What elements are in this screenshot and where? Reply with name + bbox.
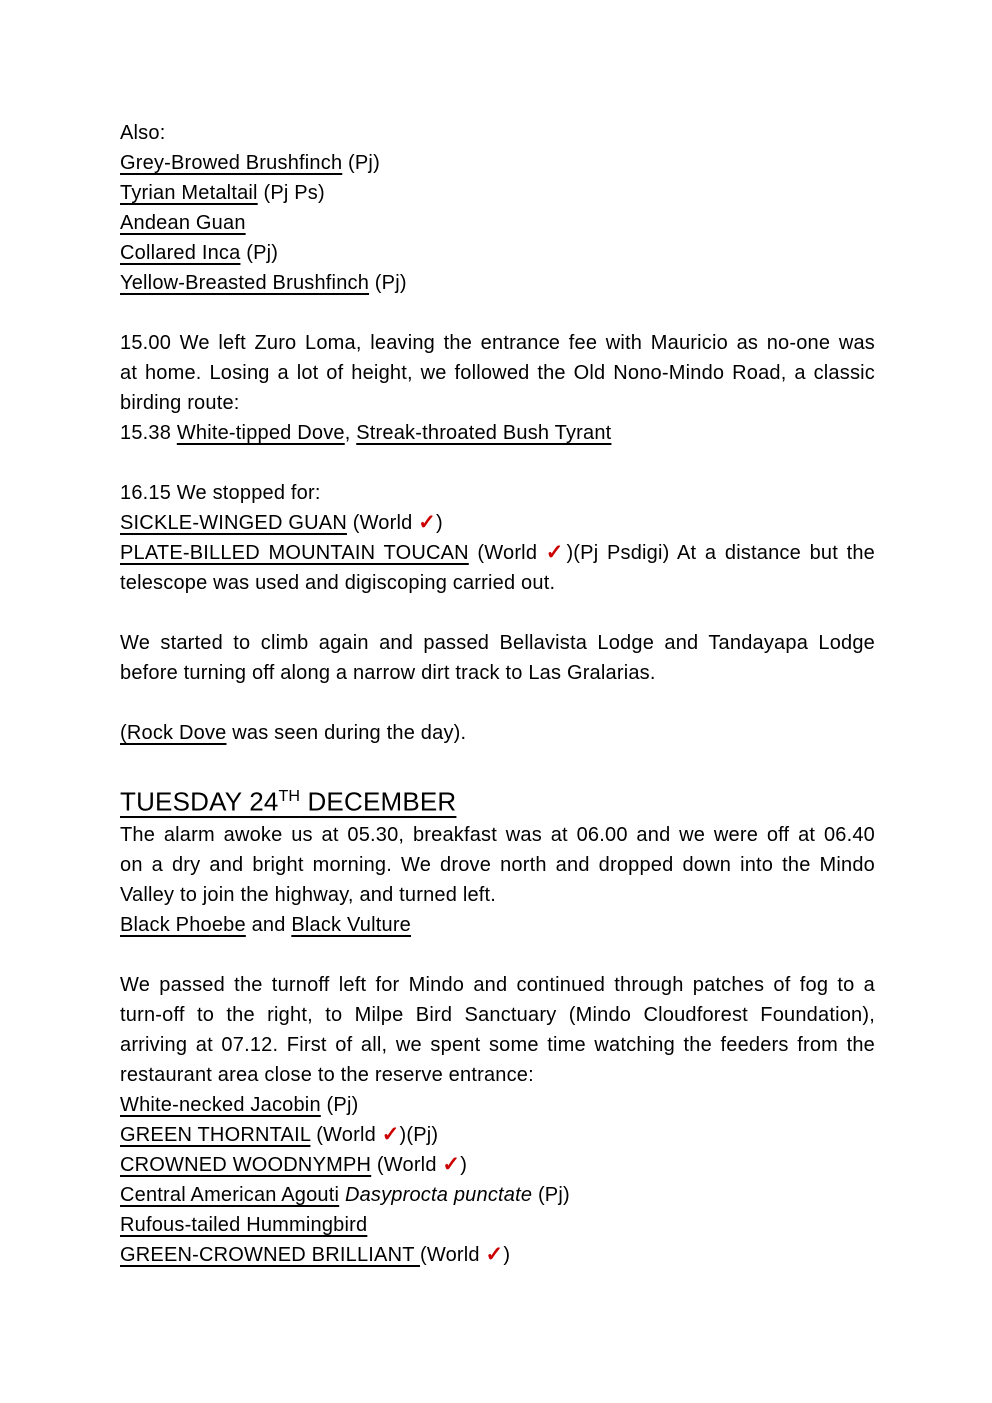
text-run: GREEN THORNTAIL	[120, 1123, 311, 1146]
text-line	[120, 658, 875, 688]
text-line	[120, 628, 875, 658]
text-line	[120, 418, 875, 448]
text-line	[120, 778, 875, 820]
text-line	[120, 1150, 875, 1180]
text-run: (World	[310, 1123, 382, 1146]
text-line	[120, 568, 875, 598]
text-run: We started to climb again and passed Bellavista Lodge and Tandayapa Lodge	[120, 632, 875, 654]
text-run: Streak-throated Bush Tyrant	[356, 422, 612, 444]
text-run: )(Pj Psdigi) At a distance but the	[566, 542, 876, 564]
text-line	[120, 148, 875, 178]
red-checkmark-icon: ✓	[442, 1152, 461, 1176]
text-run: )	[503, 1243, 511, 1266]
text-run: Black Vulture	[291, 913, 412, 936]
text-run: (Pj)	[240, 242, 279, 264]
text-run: Andean Guan	[120, 212, 246, 234]
text-run: Black Phoebe	[120, 913, 246, 936]
text-run: PLATE-BILLED MOUNTAIN TOUCAN	[120, 542, 469, 564]
climb-paragraph	[120, 628, 875, 688]
red-checkmark-icon: ✓	[418, 511, 437, 534]
tuesday-morning-paragraph	[120, 820, 875, 940]
blank-line	[120, 598, 875, 628]
text-run: White-tipped Dove	[176, 422, 345, 444]
text-run: Yellow-Breasted Brushfinch	[120, 272, 370, 294]
blank-line	[120, 298, 875, 328]
text-run: TUESDAY 24	[120, 786, 279, 817]
text-run: DECEMBER	[300, 786, 457, 817]
text-run: Dasyprocta punctate	[344, 1183, 533, 1206]
red-checkmark-icon: ✓	[545, 541, 567, 564]
text-run: (Pj)	[320, 1093, 359, 1116]
text-run: was seen during the day).	[226, 722, 467, 744]
text-line	[120, 1180, 875, 1210]
text-line	[120, 1000, 875, 1030]
text-run: Also:	[120, 122, 166, 144]
text-line	[120, 970, 875, 1000]
text-run: Valley to join the highway, and turned left.	[120, 883, 497, 906]
text-line	[120, 358, 875, 388]
text-run: The alarm awoke us at 05.30, breakfast was at 06.00 and we were off at 06.40	[120, 823, 875, 846]
tuesday-24-december-heading	[120, 778, 875, 820]
text-line	[120, 538, 875, 568]
text-line	[120, 1090, 875, 1120]
blank-line	[120, 688, 875, 718]
text-line	[120, 1210, 875, 1240]
text-line	[120, 328, 875, 358]
text-run: (World	[468, 542, 546, 564]
text-run: TH	[278, 787, 301, 805]
text-run: Tyrian Metaltail	[120, 182, 258, 204]
text-run: Grey-Browed Brushfinch	[120, 152, 343, 174]
text-run: at home. Losing a lot of height, we followed the Old Nono-Mindo Road, a classic	[120, 362, 875, 384]
milpe-arrival-paragraph	[120, 970, 875, 1090]
text-run: (World	[346, 512, 419, 534]
text-line	[120, 508, 875, 538]
text-run: Central American Agouti	[120, 1183, 340, 1206]
text-line	[120, 388, 875, 418]
also-list	[120, 118, 875, 298]
text-run: before turning off along a narrow dirt track to Las Gralarias.	[120, 662, 656, 684]
text-run: (Pj)	[532, 1183, 570, 1206]
text-run: GREEN-CROWNED BRILLIANT	[120, 1243, 421, 1266]
text-run: )	[460, 1153, 468, 1176]
blank-line	[120, 748, 875, 778]
text-line	[120, 178, 875, 208]
text-run: telescope was used and digiscoping carried out.	[120, 572, 556, 594]
rock-dove-note	[120, 718, 875, 748]
text-run: 16.15 We stopped for:	[120, 482, 321, 504]
text-line	[120, 1030, 875, 1060]
text-line	[120, 910, 875, 940]
text-run: )	[436, 512, 443, 534]
text-line	[120, 478, 875, 508]
text-run: 15.38	[120, 422, 177, 444]
text-line	[120, 1120, 875, 1150]
text-line	[120, 1240, 875, 1270]
text-line	[120, 1060, 875, 1090]
text-run: (Rock Dove	[120, 722, 227, 744]
text-line	[120, 850, 875, 880]
red-checkmark-icon: ✓	[485, 1242, 504, 1266]
text-run: on a dry and bright morning. We drove north and dropped down into the Mindo	[120, 853, 875, 876]
text-line	[120, 238, 875, 268]
text-run: Rufous-tailed Hummingbird	[120, 1213, 368, 1236]
text-run: birding route:	[120, 392, 240, 414]
text-line	[120, 880, 875, 910]
text-run: (Pj)	[342, 152, 380, 174]
text-line	[120, 718, 875, 748]
text-run: (Pj Ps)	[257, 182, 325, 204]
text-run: 15.00 We left Zuro Loma, leaving the entrance fee with Mauricio as no-one was	[120, 332, 875, 354]
text-run: CROWNED WOODNYMPH	[120, 1153, 372, 1176]
milpe-feeder-list	[120, 1090, 875, 1270]
blank-line	[120, 940, 875, 970]
text-run: Collared Inca	[120, 242, 241, 264]
text-line	[120, 820, 875, 850]
blank-line	[120, 448, 875, 478]
text-run: restaurant area close to the reserve entrance:	[120, 1063, 534, 1086]
text-run: White-necked Jacobin	[120, 1093, 321, 1116]
text-run: (World	[371, 1153, 443, 1176]
text-run: (Pj)	[369, 272, 407, 294]
text-line	[120, 208, 875, 238]
text-line	[120, 268, 875, 298]
text-run: ,	[344, 422, 357, 444]
text-run: )(Pj)	[399, 1123, 439, 1146]
text-run: turn-off to the right, to Milpe Bird Sanctuary (Mindo Cloudforest Foundation),	[120, 1003, 875, 1026]
text-run: and	[245, 913, 292, 936]
text-run: (World	[420, 1243, 486, 1266]
stop-1615-paragraph	[120, 478, 875, 598]
red-checkmark-icon: ✓	[381, 1122, 400, 1146]
zuro-loma-departure-paragraph	[120, 328, 875, 448]
text-run: We passed the turnoff left for Mindo and continued through patches of fog to a	[120, 973, 875, 996]
text-run: arriving at 07.12. First of all, we spent some time watching the feeders from the	[120, 1033, 875, 1056]
text-line	[120, 118, 875, 148]
text-run: SICKLE-WINGED GUAN	[120, 512, 347, 534]
